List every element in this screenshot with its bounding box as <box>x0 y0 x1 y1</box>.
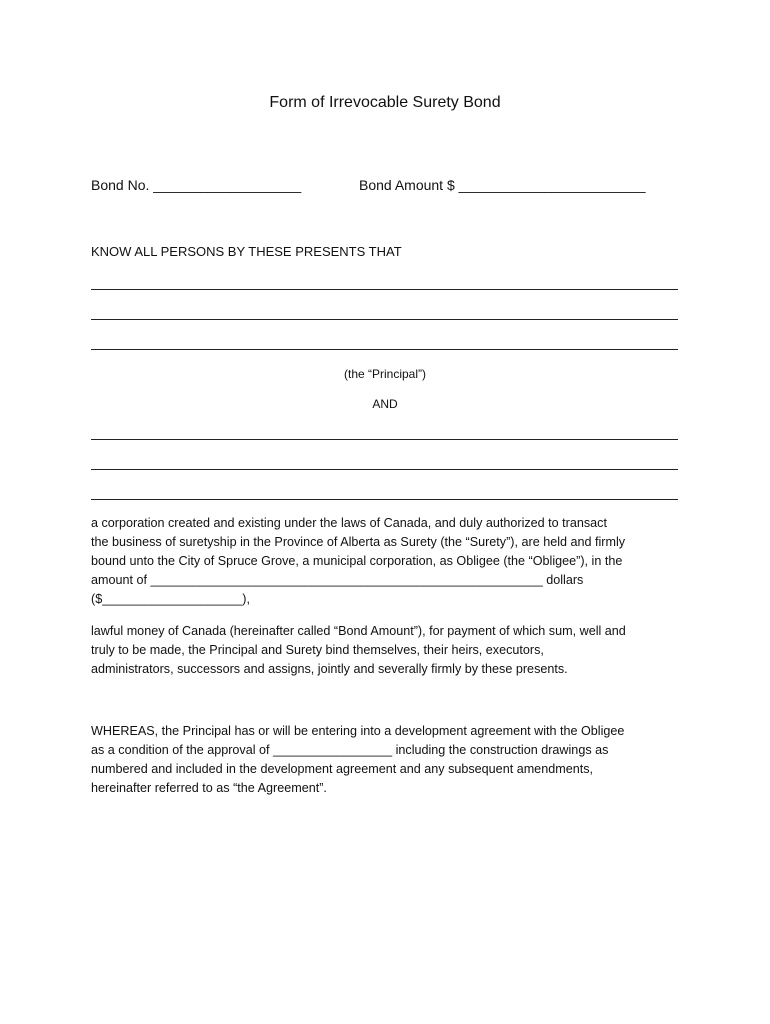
principal-blank-line-2 <box>91 319 678 320</box>
principal-label: (the “Principal”) <box>343 367 427 381</box>
paragraph-line: WHEREAS, the Principal has or will be entering into a development agreement with the Obligee <box>91 724 625 738</box>
and-label: AND <box>372 397 398 411</box>
paragraph-line: a corporation created and existing under the laws of Canada, and duly authorized to transact <box>91 516 607 530</box>
surety-blank-line-1 <box>91 439 678 440</box>
paragraph-line: numbered and included in the development agreement and any subsequent amendments, <box>91 762 593 776</box>
surety-blank-line-3 <box>91 499 678 500</box>
whereas-paragraph <box>91 722 686 798</box>
principal-blank-line-1 <box>91 289 678 290</box>
paragraph-line: bound unto the City of Spruce Grove, a municipal corporation, as Obligee (the “Obligee”), in the <box>91 554 623 568</box>
bond-number-field: Bond No. ___________________ <box>91 177 302 193</box>
lawful-money-paragraph <box>91 622 686 679</box>
paragraph-line: lawful money of Canada (hereinafter called “Bond Amount”), for payment of which sum, well and <box>91 624 626 638</box>
paragraph-line: hereinafter referred to as “the Agreement”. <box>91 781 327 795</box>
paragraph-line: the business of suretyship in the Province of Alberta as Surety (the “Surety”), are held and firmly <box>91 535 626 549</box>
surety-paragraph <box>91 514 686 609</box>
document-title: Form of Irrevocable Surety Bond <box>269 94 501 111</box>
paragraph-line: as a condition of the approval of _________________ including the construction drawings as <box>91 743 609 757</box>
principal-blank-line-3 <box>91 349 678 350</box>
paragraph-line: amount of ________________________________________________________ dollars <box>91 573 584 587</box>
surety-blank-line-2 <box>91 469 678 470</box>
paragraph-line: administrators, successors and assigns, jointly and severally firmly by these presents. <box>91 662 568 676</box>
bond-amount-field: Bond Amount $ ________________________ <box>359 177 646 193</box>
paragraph-line: ($____________________), <box>91 592 250 606</box>
paragraph-line: truly to be made, the Principal and Surety bind themselves, their heirs, executors, <box>91 643 544 657</box>
know-all-persons-heading: KNOW ALL PERSONS BY THESE PRESENTS THAT <box>91 244 402 259</box>
